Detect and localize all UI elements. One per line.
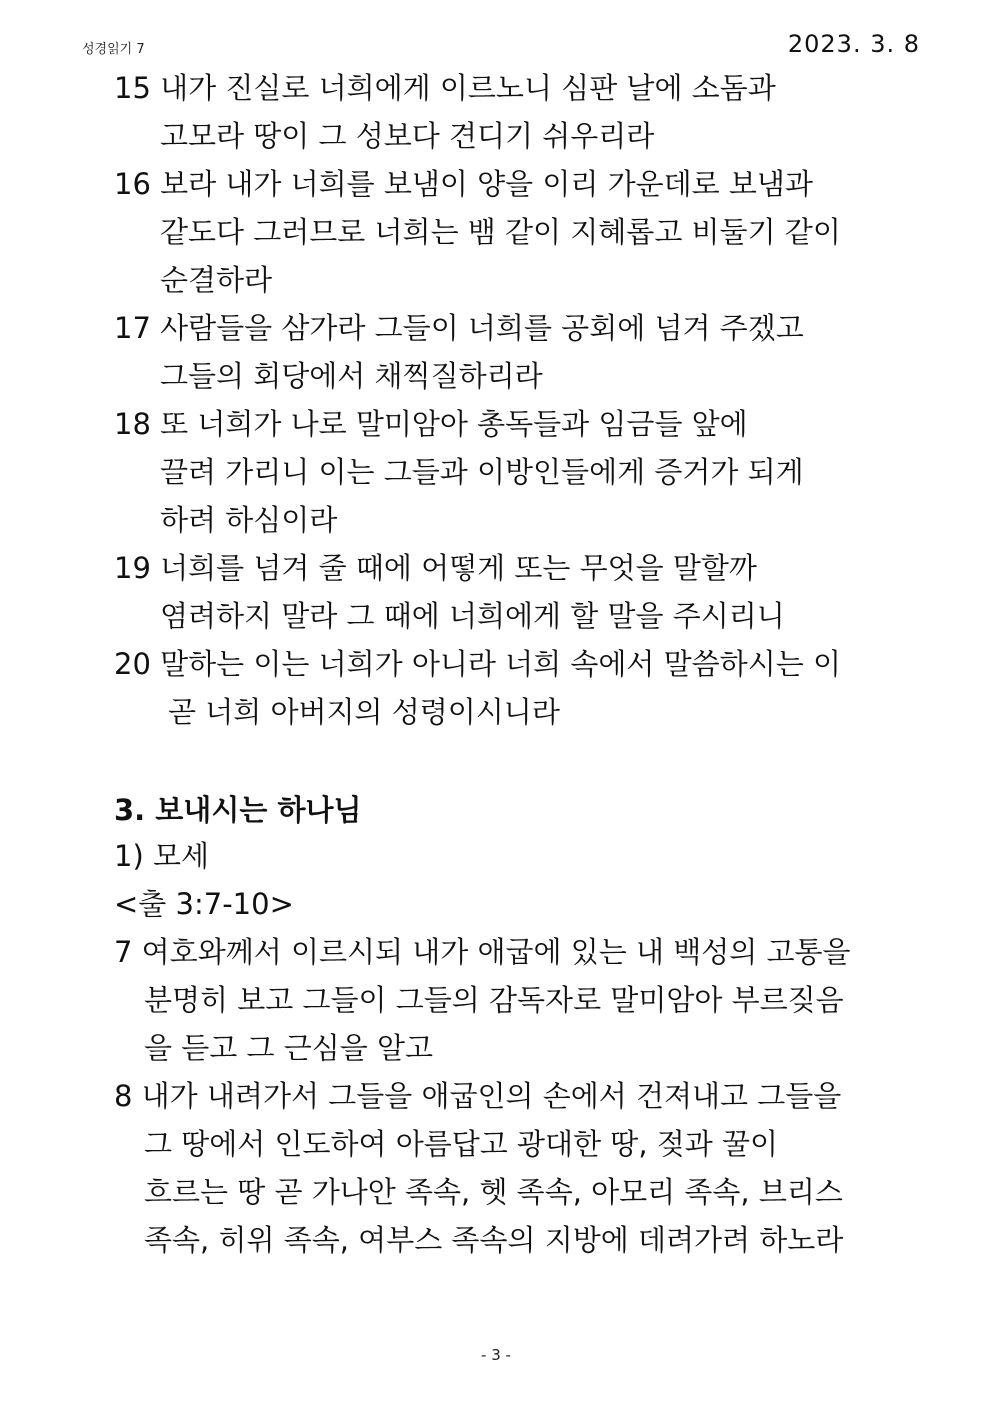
verse-number: 8 [114, 1079, 133, 1113]
verse-19-line-1 [114, 550, 757, 586]
verse-text: 내가 진실로 너희에게 이르노니 심판 날에 소돔과 [160, 71, 776, 105]
verse-20-line-1 [114, 646, 841, 682]
exodus-verse-8-line-4: 족속, 히위 족속, 여부스 족속의 지방에 데려가려 하노라 [144, 1223, 844, 1257]
verse-number: 15 [114, 71, 151, 105]
verse-number: 19 [114, 551, 151, 585]
scripture-reference: <출 3:7-10> [114, 887, 294, 921]
verse-17-line-2: 그들의 회당에서 채찍질하리라 [160, 359, 543, 393]
verse-18-line-2: 끌려 가리니 이는 그들과 이방인들에게 증거가 되게 [160, 455, 804, 489]
verse-text: 여호와께서 이르시되 내가 애굽에 있는 내 백성의 고통을 [141, 935, 851, 969]
verse-text: 보라 내가 너희를 보냄이 양을 이리 가운데로 보냄과 [160, 167, 813, 201]
verse-15-line-2: 고모라 땅이 그 성보다 견디기 쉬우리라 [160, 119, 655, 153]
exodus-verse-8-line-1 [114, 1078, 841, 1114]
page-number: - 3 - [481, 1346, 511, 1364]
verse-16-line-2: 같도다 그러므로 너희는 뱀 같이 지혜롭고 비둘기 같이 [160, 215, 841, 249]
verse-number: 17 [114, 311, 151, 345]
document-title: 성경읽기 7 [82, 42, 145, 57]
verse-number: 18 [114, 407, 151, 441]
verse-number: 16 [114, 167, 151, 201]
exodus-verse-8-line-2: 그 땅에서 인도하여 아름답고 광대한 땅, 젖과 꿀이 [144, 1127, 779, 1161]
verse-19-line-2: 염려하지 말라 그 때에 너희에게 할 말을 주시리니 [160, 599, 785, 633]
exodus-verse-7-line-1 [114, 934, 851, 970]
verse-text: 내가 내려가서 그들을 애굽인의 손에서 건져내고 그들을 [141, 1079, 842, 1113]
verse-text: 말하는 이는 너희가 아니라 너희 속에서 말씀하시는 이 [160, 647, 841, 681]
section-heading: 3. 보내시는 하나님 [114, 793, 362, 827]
verse-20-line-2: 곧 너희 아버지의 성령이시니라 [168, 695, 560, 729]
verse-18-line-1 [114, 406, 748, 442]
exodus-verse-8-line-3: 흐르는 땅 곧 가나안 족속, 헷 족속, 아모리 족속, 브리스 [144, 1175, 843, 1209]
verse-16-line-1 [114, 166, 813, 202]
verse-text: 너희를 넘겨 줄 때에 어떻게 또는 무엇을 말할까 [160, 551, 757, 585]
subsection-heading: 1) 모세 [114, 839, 210, 873]
verse-text: 사람들을 삼가라 그들이 너희를 공회에 넘겨 주겠고 [160, 311, 804, 345]
verse-15-line-1 [114, 70, 776, 106]
verse-number: 7 [114, 935, 133, 969]
verse-18-line-3: 하려 하심이라 [160, 503, 338, 537]
verse-17-line-1 [114, 310, 804, 346]
exodus-verse-7-line-3: 을 듣고 그 근심을 알고 [144, 1031, 433, 1065]
verse-text: 또 너희가 나로 말미암아 총독들과 임금들 앞에 [160, 407, 748, 441]
verse-number: 20 [114, 647, 151, 681]
verse-16-line-3: 순결하라 [160, 263, 273, 297]
document-date: 2023. 3. 8 [787, 30, 920, 58]
exodus-verse-7-line-2: 분명히 보고 그들이 그들의 감독자로 말미암아 부르짖음 [144, 983, 844, 1017]
